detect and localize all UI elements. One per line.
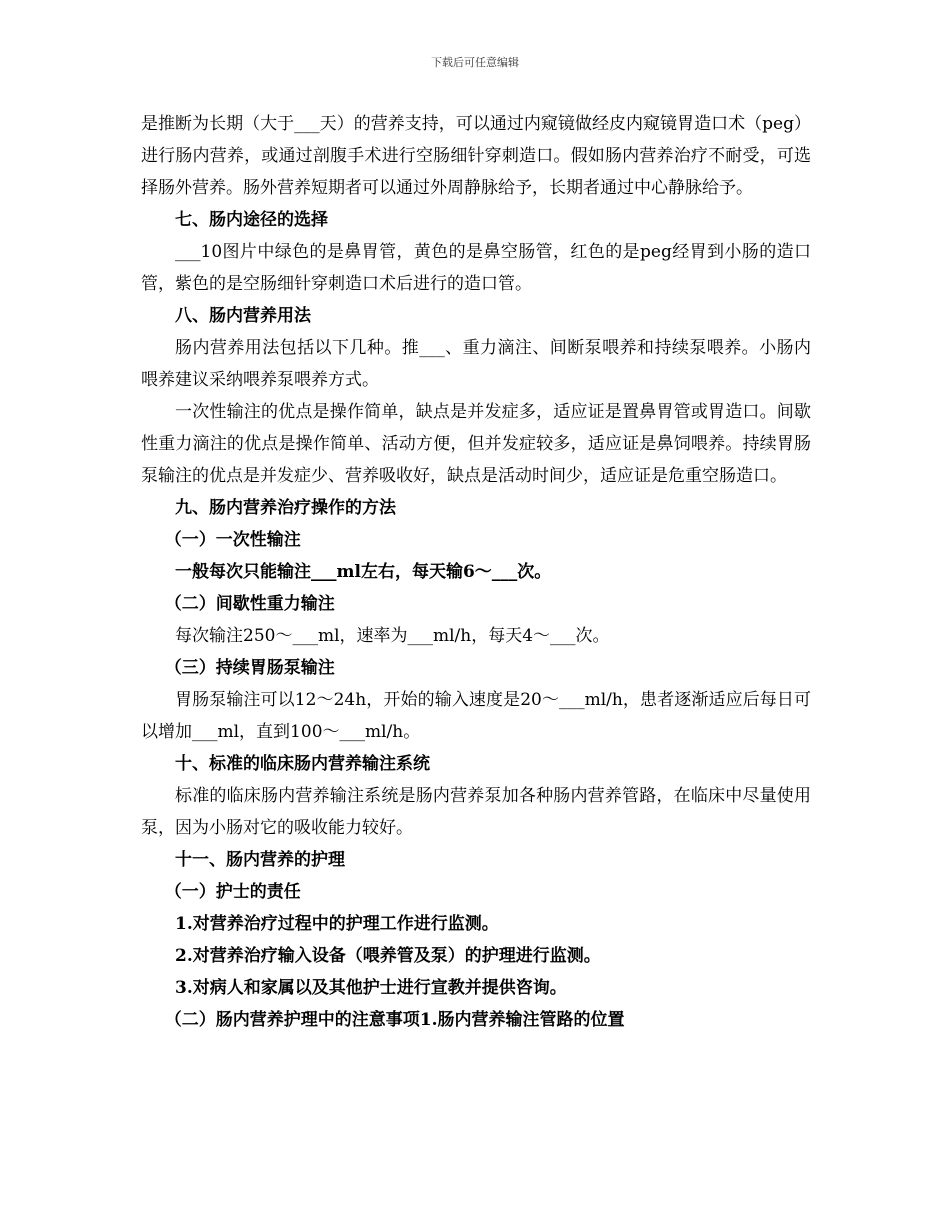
list-item-duty-3: 3.对病人和家属以及其他护士进行宣教并提供咨询。	[175, 978, 567, 998]
section-heading-9: 九、肠内营养治疗操作的方法	[175, 498, 396, 518]
section-heading-7: 七、肠内途径的选择	[175, 210, 328, 230]
document-body	[141, 108, 811, 1036]
subheading-gravity-infusion: （二）间歇性重力输注	[164, 594, 335, 614]
paragraph-usage: 肠内营养用法包括以下几种。推___、重力滴注、间断泵喂养和持续泵喂养。小肠内喂养建议采纳喂养泵喂养方式。	[141, 338, 811, 390]
section-heading-11: 十一、肠内营养的护理	[175, 850, 345, 870]
subheading-nurse-duties: （一）护士的责任	[164, 882, 301, 902]
section-heading-10: 十、标准的临床肠内营养输注系统	[175, 754, 430, 774]
paragraph-infusion-system: 标准的临床肠内营养输注系统是肠内营养泵加各种肠内营养管路，在临床中尽量使用泵，因为小肠对它的吸收能力较好。	[141, 786, 811, 838]
subheading-pump-infusion: （三）持续胃肠泵输注	[164, 658, 335, 678]
paragraph-single-infusion: 一般每次只能输注___ml左右，每天输6～___次。	[175, 562, 552, 582]
paragraph-usage-details: 一次性输注的优点是操作简单，缺点是并发症多，适应证是置鼻胃管或胃造口。间歇性重力滴注的优点是操作简单、活动方便，但并发症较多，适应证是鼻饲喂养。持续胃肠泵输注的优点是并发症少、营养吸收好，缺点是活动时间少，适应证是危重空肠造口。	[141, 402, 811, 486]
paragraph-pump-infusion: 胃肠泵输注可以12～24h，开始的输入速度是20～___ml/h，患者逐渐适应后每日可以增加___ml，直到100～___ml/h。	[141, 690, 811, 742]
paragraph-continuation: 是推断为长期（大于___天）的营养支持，可以通过内窥镜做经皮内窥镜胃造口术（peg）进行肠内营养，或通过剖腹手术进行空肠细针穿刺造口。假如肠内营养治疗不耐受，可选择肠外营养。肠外营养短期者可以通过外周静脉给予，长期者通过中心静脉给予。	[141, 114, 811, 198]
subheading-precautions: （二）肠内营养护理中的注意事项1.肠内营养输注管路的位置	[164, 1010, 625, 1030]
list-item-duty-1: 1.对营养治疗过程中的护理工作进行监测。	[175, 914, 499, 934]
page-header: 下载后可任意编辑	[431, 56, 519, 69]
paragraph-gravity-infusion: 每次输注250～___ml，速率为___ml/h，每天4～___次。	[175, 626, 610, 646]
paragraph-route-selection: ___10图片中绿色的是鼻胃管，黄色的是鼻空肠管，红色的是peg经胃到小肠的造口管，紫色的是空肠细针穿刺造口术后进行的造口管。	[141, 242, 811, 294]
section-heading-8: 八、肠内营养用法	[175, 306, 311, 326]
list-item-duty-2: 2.对营养治疗输入设备（喂养管及泵）的护理进行监测。	[175, 946, 601, 966]
subheading-single-infusion: （一）一次性输注	[164, 530, 301, 550]
